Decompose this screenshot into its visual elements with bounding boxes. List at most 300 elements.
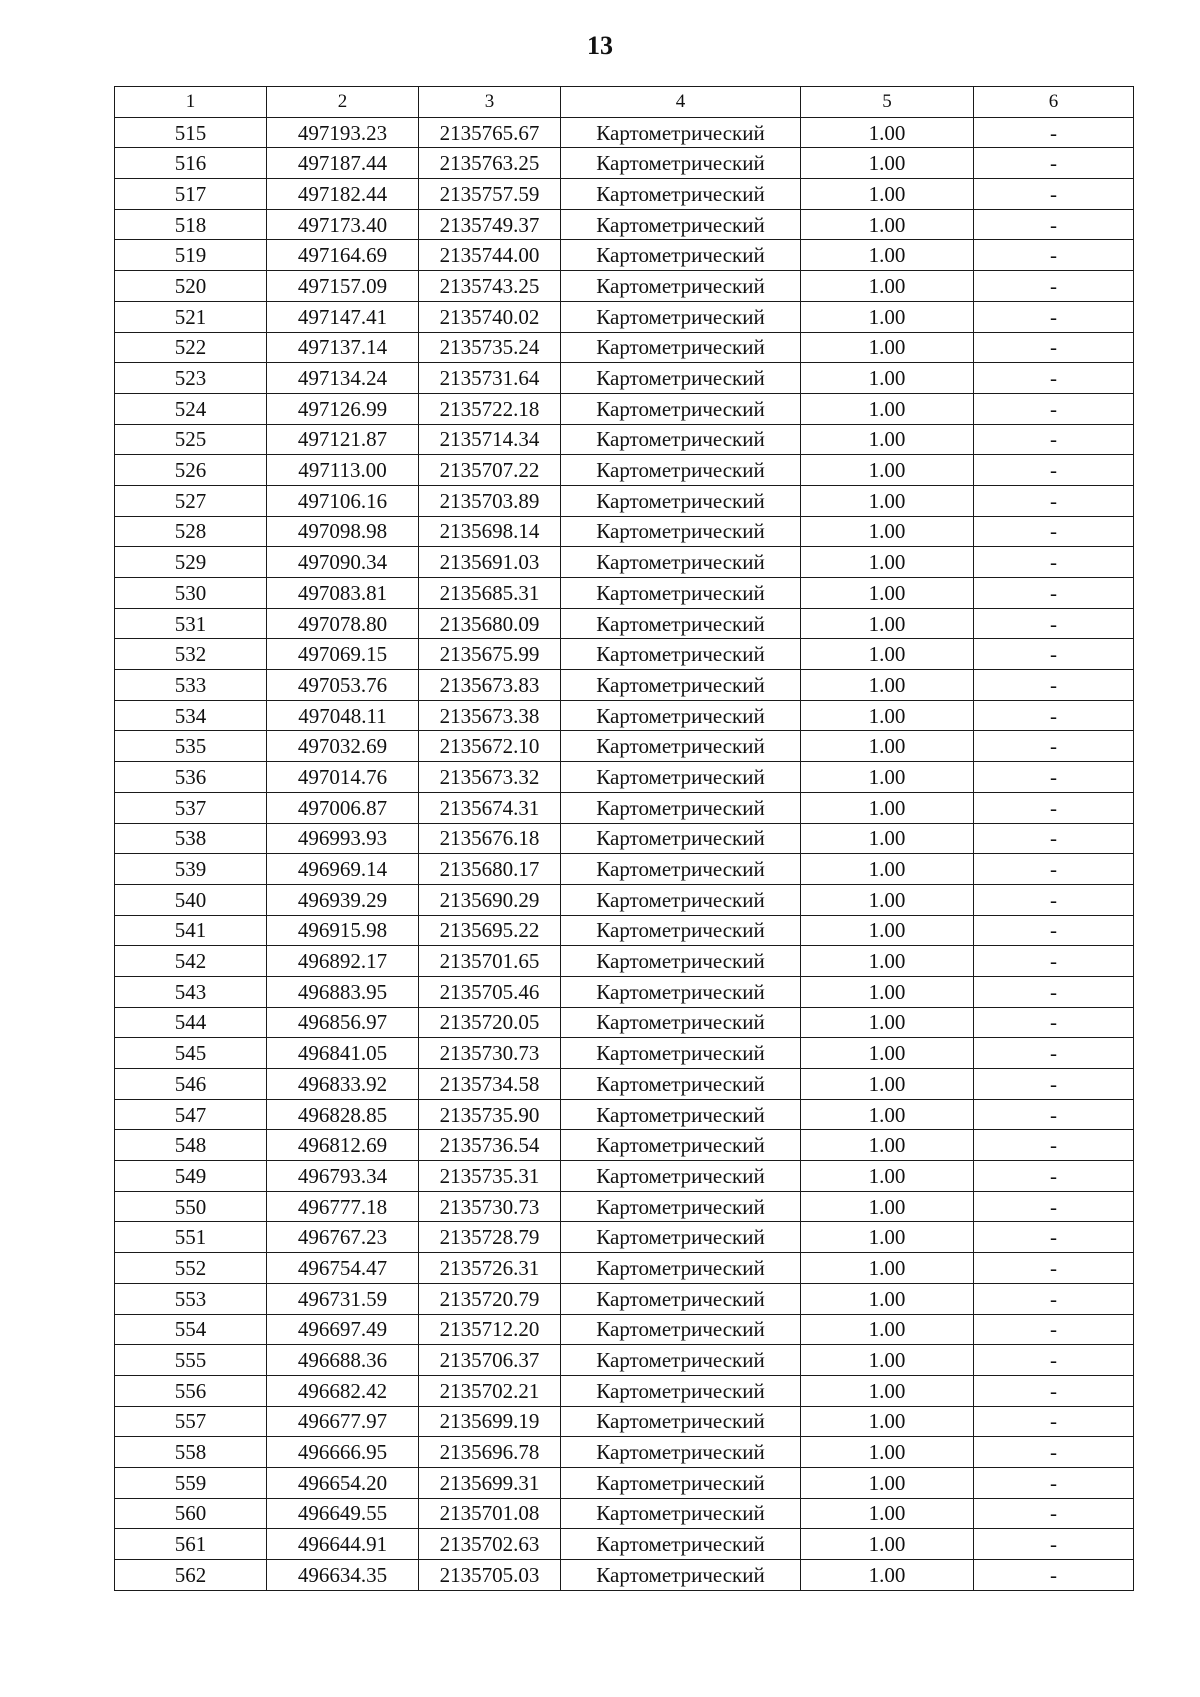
method-cell: Картометрический [561, 485, 801, 516]
note-cell: - [974, 179, 1134, 210]
x-coordinate-cell: 496856.97 [267, 1007, 419, 1038]
method-cell: Картометрический [561, 1314, 801, 1345]
y-coordinate-cell: 2135703.89 [419, 485, 561, 516]
y-coordinate-cell: 2135765.67 [419, 117, 561, 148]
coordinates-table [114, 86, 1134, 1591]
method-cell: Картометрический [561, 700, 801, 731]
note-cell: - [974, 209, 1134, 240]
note-cell: - [974, 976, 1134, 1007]
method-cell: Картометрический [561, 1161, 801, 1192]
y-coordinate-cell: 2135706.37 [419, 1345, 561, 1376]
method-cell: Картометрический [561, 1560, 801, 1591]
column-header-4: 4 [561, 87, 801, 118]
method-cell: Картометрический [561, 639, 801, 670]
point-number-cell: 527 [115, 485, 267, 516]
accuracy-cell: 1.00 [801, 1406, 974, 1437]
point-number-cell: 523 [115, 363, 267, 394]
note-cell: - [974, 393, 1134, 424]
x-coordinate-cell: 496677.97 [267, 1406, 419, 1437]
point-number-cell: 518 [115, 209, 267, 240]
method-cell: Картометрический [561, 1038, 801, 1069]
table-row [115, 700, 1134, 731]
method-cell: Картометрический [561, 792, 801, 823]
x-coordinate-cell: 497182.44 [267, 179, 419, 210]
accuracy-cell: 1.00 [801, 976, 974, 1007]
note-cell: - [974, 1222, 1134, 1253]
method-cell: Картометрический [561, 424, 801, 455]
note-cell: - [974, 1191, 1134, 1222]
method-cell: Картометрический [561, 1222, 801, 1253]
accuracy-cell: 1.00 [801, 1222, 974, 1253]
method-cell: Картометрический [561, 670, 801, 701]
method-cell: Картометрический [561, 1437, 801, 1468]
note-cell: - [974, 1560, 1134, 1591]
note-cell: - [974, 1467, 1134, 1498]
y-coordinate-cell: 2135720.79 [419, 1283, 561, 1314]
y-coordinate-cell: 2135672.10 [419, 731, 561, 762]
table-row [115, 1069, 1134, 1100]
method-cell: Картометрический [561, 1007, 801, 1038]
table-row [115, 762, 1134, 793]
y-coordinate-cell: 2135722.18 [419, 393, 561, 424]
note-cell: - [974, 1283, 1134, 1314]
note-cell: - [974, 1406, 1134, 1437]
accuracy-cell: 1.00 [801, 240, 974, 271]
accuracy-cell: 1.00 [801, 1437, 974, 1468]
y-coordinate-cell: 2135707.22 [419, 455, 561, 486]
table-row [115, 1283, 1134, 1314]
page-number: 13 [587, 31, 613, 60]
method-cell: Картометрический [561, 271, 801, 302]
table-row [115, 608, 1134, 639]
table-row [115, 1253, 1134, 1284]
y-coordinate-cell: 2135731.64 [419, 363, 561, 394]
x-coordinate-cell: 496731.59 [267, 1283, 419, 1314]
table-row [115, 1222, 1134, 1253]
point-number-cell: 521 [115, 301, 267, 332]
note-cell: - [974, 1130, 1134, 1161]
y-coordinate-cell: 2135726.31 [419, 1253, 561, 1284]
y-coordinate-cell: 2135730.73 [419, 1191, 561, 1222]
method-cell: Картометрический [561, 301, 801, 332]
y-coordinate-cell: 2135763.25 [419, 148, 561, 179]
table-row [115, 1007, 1134, 1038]
accuracy-cell: 1.00 [801, 1529, 974, 1560]
method-cell: Картометрический [561, 179, 801, 210]
accuracy-cell: 1.00 [801, 363, 974, 394]
point-number-cell: 539 [115, 854, 267, 885]
method-cell: Картометрический [561, 1406, 801, 1437]
accuracy-cell: 1.00 [801, 148, 974, 179]
method-cell: Картометрический [561, 1529, 801, 1560]
point-number-cell: 558 [115, 1437, 267, 1468]
note-cell: - [974, 670, 1134, 701]
column-header-3: 3 [419, 87, 561, 118]
point-number-cell: 536 [115, 762, 267, 793]
table-row [115, 1467, 1134, 1498]
point-number-cell: 555 [115, 1345, 267, 1376]
note-cell: - [974, 1529, 1134, 1560]
x-coordinate-cell: 497173.40 [267, 209, 419, 240]
point-number-cell: 515 [115, 117, 267, 148]
table-row [115, 884, 1134, 915]
point-number-cell: 519 [115, 240, 267, 271]
y-coordinate-cell: 2135714.34 [419, 424, 561, 455]
accuracy-cell: 1.00 [801, 1069, 974, 1100]
accuracy-cell: 1.00 [801, 117, 974, 148]
method-cell: Картометрический [561, 393, 801, 424]
accuracy-cell: 1.00 [801, 946, 974, 977]
note-cell: - [974, 485, 1134, 516]
method-cell: Картометрический [561, 1069, 801, 1100]
note-cell: - [974, 1007, 1134, 1038]
point-number-cell: 549 [115, 1161, 267, 1192]
point-number-cell: 559 [115, 1467, 267, 1498]
x-coordinate-cell: 496682.42 [267, 1375, 419, 1406]
accuracy-cell: 1.00 [801, 670, 974, 701]
table-row [115, 915, 1134, 946]
x-coordinate-cell: 496754.47 [267, 1253, 419, 1284]
y-coordinate-cell: 2135736.54 [419, 1130, 561, 1161]
x-coordinate-cell: 496828.85 [267, 1099, 419, 1130]
note-cell: - [974, 1253, 1134, 1284]
y-coordinate-cell: 2135685.31 [419, 578, 561, 609]
point-number-cell: 526 [115, 455, 267, 486]
point-number-cell: 552 [115, 1253, 267, 1284]
point-number-cell: 537 [115, 792, 267, 823]
note-cell: - [974, 516, 1134, 547]
column-header-1: 1 [115, 87, 267, 118]
point-number-cell: 557 [115, 1406, 267, 1437]
y-coordinate-cell: 2135744.00 [419, 240, 561, 271]
note-cell: - [974, 1314, 1134, 1345]
point-number-cell: 561 [115, 1529, 267, 1560]
y-coordinate-cell: 2135673.83 [419, 670, 561, 701]
x-coordinate-cell: 496654.20 [267, 1467, 419, 1498]
y-coordinate-cell: 2135680.09 [419, 608, 561, 639]
accuracy-cell: 1.00 [801, 332, 974, 363]
accuracy-cell: 1.00 [801, 792, 974, 823]
table-row [115, 670, 1134, 701]
method-cell: Картометрический [561, 946, 801, 977]
point-number-cell: 531 [115, 608, 267, 639]
x-coordinate-cell: 497137.14 [267, 332, 419, 363]
x-coordinate-cell: 497164.69 [267, 240, 419, 271]
point-number-cell: 532 [115, 639, 267, 670]
table-row [115, 1191, 1134, 1222]
accuracy-cell: 1.00 [801, 516, 974, 547]
method-cell: Картометрический [561, 516, 801, 547]
table-row [115, 946, 1134, 977]
table-header [115, 87, 1134, 118]
point-number-cell: 541 [115, 915, 267, 946]
accuracy-cell: 1.00 [801, 731, 974, 762]
header-row [115, 87, 1134, 118]
note-cell: - [974, 884, 1134, 915]
point-number-cell: 546 [115, 1069, 267, 1100]
x-coordinate-cell: 497069.15 [267, 639, 419, 670]
table-row [115, 485, 1134, 516]
accuracy-cell: 1.00 [801, 1283, 974, 1314]
note-cell: - [974, 1345, 1134, 1376]
accuracy-cell: 1.00 [801, 179, 974, 210]
note-cell: - [974, 240, 1134, 271]
accuracy-cell: 1.00 [801, 547, 974, 578]
note-cell: - [974, 363, 1134, 394]
point-number-cell: 522 [115, 332, 267, 363]
method-cell: Картометрический [561, 578, 801, 609]
point-number-cell: 540 [115, 884, 267, 915]
y-coordinate-cell: 2135680.17 [419, 854, 561, 885]
y-coordinate-cell: 2135702.63 [419, 1529, 561, 1560]
x-coordinate-cell: 496841.05 [267, 1038, 419, 1069]
y-coordinate-cell: 2135734.58 [419, 1069, 561, 1100]
point-number-cell: 545 [115, 1038, 267, 1069]
point-number-cell: 528 [115, 516, 267, 547]
method-cell: Картометрический [561, 854, 801, 885]
method-cell: Картометрический [561, 1253, 801, 1284]
method-cell: Картометрический [561, 823, 801, 854]
accuracy-cell: 1.00 [801, 1253, 974, 1284]
table-row [115, 1099, 1134, 1130]
table-row [115, 1130, 1134, 1161]
table-row [115, 117, 1134, 148]
note-cell: - [974, 148, 1134, 179]
x-coordinate-cell: 497098.98 [267, 516, 419, 547]
accuracy-cell: 1.00 [801, 854, 974, 885]
table-row [115, 393, 1134, 424]
method-cell: Картометрический [561, 1498, 801, 1529]
x-coordinate-cell: 497113.00 [267, 455, 419, 486]
method-cell: Картометрический [561, 363, 801, 394]
method-cell: Картометрический [561, 332, 801, 363]
y-coordinate-cell: 2135699.31 [419, 1467, 561, 1498]
y-coordinate-cell: 2135698.14 [419, 516, 561, 547]
note-cell: - [974, 1437, 1134, 1468]
method-cell: Картометрический [561, 240, 801, 271]
note-cell: - [974, 424, 1134, 455]
table-row [115, 639, 1134, 670]
accuracy-cell: 1.00 [801, 301, 974, 332]
note-cell: - [974, 1375, 1134, 1406]
point-number-cell: 535 [115, 731, 267, 762]
table-row [115, 209, 1134, 240]
point-number-cell: 543 [115, 976, 267, 1007]
point-number-cell: 551 [115, 1222, 267, 1253]
table-row [115, 301, 1134, 332]
y-coordinate-cell: 2135757.59 [419, 179, 561, 210]
point-number-cell: 533 [115, 670, 267, 701]
accuracy-cell: 1.00 [801, 485, 974, 516]
note-cell: - [974, 1038, 1134, 1069]
method-cell: Картометрический [561, 731, 801, 762]
y-coordinate-cell: 2135728.79 [419, 1222, 561, 1253]
x-coordinate-cell: 496892.17 [267, 946, 419, 977]
method-cell: Картометрический [561, 1467, 801, 1498]
x-coordinate-cell: 497014.76 [267, 762, 419, 793]
accuracy-cell: 1.00 [801, 1467, 974, 1498]
y-coordinate-cell: 2135701.08 [419, 1498, 561, 1529]
point-number-cell: 554 [115, 1314, 267, 1345]
method-cell: Картометрический [561, 455, 801, 486]
table-row [115, 148, 1134, 179]
point-number-cell: 542 [115, 946, 267, 977]
table-row [115, 792, 1134, 823]
table-row [115, 854, 1134, 885]
accuracy-cell: 1.00 [801, 209, 974, 240]
y-coordinate-cell: 2135675.99 [419, 639, 561, 670]
table-row [115, 271, 1134, 302]
accuracy-cell: 1.00 [801, 1038, 974, 1069]
note-cell: - [974, 271, 1134, 302]
y-coordinate-cell: 2135674.31 [419, 792, 561, 823]
accuracy-cell: 1.00 [801, 1498, 974, 1529]
x-coordinate-cell: 497134.24 [267, 363, 419, 394]
method-cell: Картометрический [561, 547, 801, 578]
point-number-cell: 517 [115, 179, 267, 210]
accuracy-cell: 1.00 [801, 393, 974, 424]
table-row [115, 455, 1134, 486]
y-coordinate-cell: 2135740.02 [419, 301, 561, 332]
x-coordinate-cell: 497106.16 [267, 485, 419, 516]
x-coordinate-cell: 497032.69 [267, 731, 419, 762]
column-header-6: 6 [974, 87, 1134, 118]
method-cell: Картометрический [561, 762, 801, 793]
method-cell: Картометрический [561, 1375, 801, 1406]
method-cell: Картометрический [561, 1099, 801, 1130]
note-cell: - [974, 117, 1134, 148]
accuracy-cell: 1.00 [801, 823, 974, 854]
point-number-cell: 538 [115, 823, 267, 854]
x-coordinate-cell: 497083.81 [267, 578, 419, 609]
note-cell: - [974, 578, 1134, 609]
method-cell: Картометрический [561, 148, 801, 179]
y-coordinate-cell: 2135720.05 [419, 1007, 561, 1038]
table-row [115, 240, 1134, 271]
accuracy-cell: 1.00 [801, 762, 974, 793]
table-row [115, 1437, 1134, 1468]
note-cell: - [974, 301, 1134, 332]
y-coordinate-cell: 2135735.90 [419, 1099, 561, 1130]
table-body [115, 117, 1134, 1590]
accuracy-cell: 1.00 [801, 1191, 974, 1222]
accuracy-cell: 1.00 [801, 608, 974, 639]
x-coordinate-cell: 496697.49 [267, 1314, 419, 1345]
x-coordinate-cell: 496777.18 [267, 1191, 419, 1222]
x-coordinate-cell: 496915.98 [267, 915, 419, 946]
point-number-cell: 544 [115, 1007, 267, 1038]
point-number-cell: 516 [115, 148, 267, 179]
note-cell: - [974, 608, 1134, 639]
x-coordinate-cell: 497157.09 [267, 271, 419, 302]
table-row [115, 332, 1134, 363]
method-cell: Картометрический [561, 976, 801, 1007]
x-coordinate-cell: 497078.80 [267, 608, 419, 639]
point-number-cell: 562 [115, 1560, 267, 1591]
y-coordinate-cell: 2135735.24 [419, 332, 561, 363]
x-coordinate-cell: 497187.44 [267, 148, 419, 179]
table-row [115, 1161, 1134, 1192]
method-cell: Картометрический [561, 117, 801, 148]
accuracy-cell: 1.00 [801, 915, 974, 946]
y-coordinate-cell: 2135730.73 [419, 1038, 561, 1069]
table-row [115, 1560, 1134, 1591]
note-cell: - [974, 1099, 1134, 1130]
y-coordinate-cell: 2135695.22 [419, 915, 561, 946]
method-cell: Картометрический [561, 1345, 801, 1376]
accuracy-cell: 1.00 [801, 884, 974, 915]
note-cell: - [974, 946, 1134, 977]
note-cell: - [974, 792, 1134, 823]
point-number-cell: 520 [115, 271, 267, 302]
method-cell: Картометрический [561, 1191, 801, 1222]
accuracy-cell: 1.00 [801, 1345, 974, 1376]
table-row [115, 1345, 1134, 1376]
x-coordinate-cell: 496767.23 [267, 1222, 419, 1253]
point-number-cell: 553 [115, 1283, 267, 1314]
note-cell: - [974, 332, 1134, 363]
accuracy-cell: 1.00 [801, 578, 974, 609]
y-coordinate-cell: 2135673.32 [419, 762, 561, 793]
method-cell: Картометрический [561, 1283, 801, 1314]
point-number-cell: 556 [115, 1375, 267, 1406]
x-coordinate-cell: 497193.23 [267, 117, 419, 148]
point-number-cell: 548 [115, 1130, 267, 1161]
x-coordinate-cell: 497121.87 [267, 424, 419, 455]
table-row [115, 547, 1134, 578]
accuracy-cell: 1.00 [801, 1161, 974, 1192]
method-cell: Картометрический [561, 209, 801, 240]
point-number-cell: 560 [115, 1498, 267, 1529]
x-coordinate-cell: 496833.92 [267, 1069, 419, 1100]
y-coordinate-cell: 2135705.03 [419, 1560, 561, 1591]
x-coordinate-cell: 496644.91 [267, 1529, 419, 1560]
accuracy-cell: 1.00 [801, 1007, 974, 1038]
accuracy-cell: 1.00 [801, 424, 974, 455]
y-coordinate-cell: 2135743.25 [419, 271, 561, 302]
note-cell: - [974, 639, 1134, 670]
table-row [115, 516, 1134, 547]
table-row [115, 1314, 1134, 1345]
accuracy-cell: 1.00 [801, 1314, 974, 1345]
note-cell: - [974, 455, 1134, 486]
point-number-cell: 530 [115, 578, 267, 609]
y-coordinate-cell: 2135696.78 [419, 1437, 561, 1468]
x-coordinate-cell: 497147.41 [267, 301, 419, 332]
table-row [115, 1498, 1134, 1529]
x-coordinate-cell: 496666.95 [267, 1437, 419, 1468]
y-coordinate-cell: 2135712.20 [419, 1314, 561, 1345]
method-cell: Картометрический [561, 915, 801, 946]
note-cell: - [974, 547, 1134, 578]
note-cell: - [974, 731, 1134, 762]
note-cell: - [974, 700, 1134, 731]
point-number-cell: 534 [115, 700, 267, 731]
x-coordinate-cell: 497048.11 [267, 700, 419, 731]
method-cell: Картометрический [561, 884, 801, 915]
table-row [115, 578, 1134, 609]
x-coordinate-cell: 497006.87 [267, 792, 419, 823]
y-coordinate-cell: 2135735.31 [419, 1161, 561, 1192]
y-coordinate-cell: 2135673.38 [419, 700, 561, 731]
accuracy-cell: 1.00 [801, 1375, 974, 1406]
table-row [115, 976, 1134, 1007]
x-coordinate-cell: 496939.29 [267, 884, 419, 915]
point-number-cell: 550 [115, 1191, 267, 1222]
y-coordinate-cell: 2135690.29 [419, 884, 561, 915]
column-header-5: 5 [801, 87, 974, 118]
note-cell: - [974, 1161, 1134, 1192]
